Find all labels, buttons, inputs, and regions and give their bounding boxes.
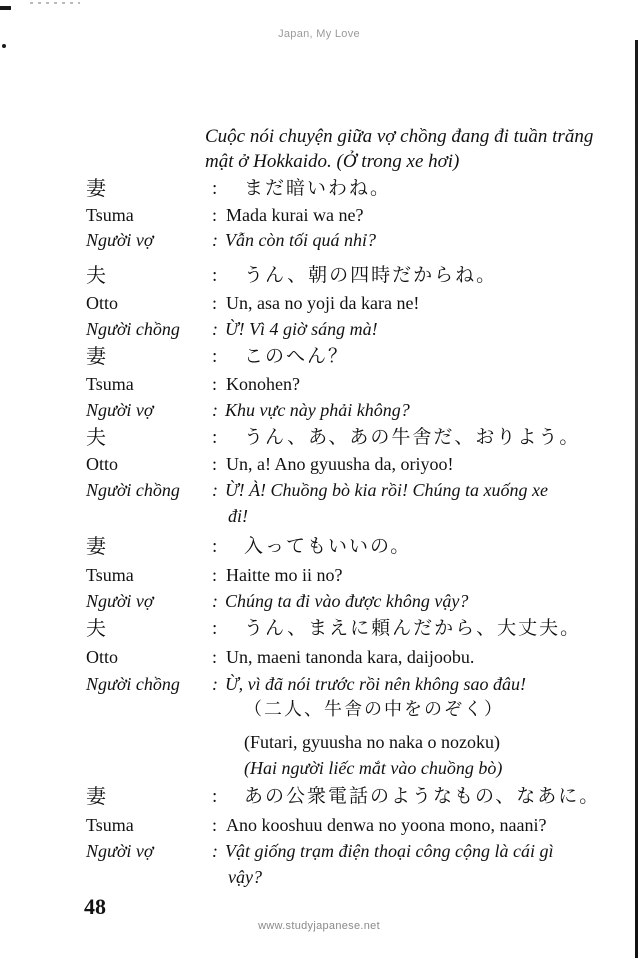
line-romaji: Ano kooshuu denwa no yoona mono, naani?: [226, 815, 547, 835]
line-romaji: Haitte mo ii no?: [226, 565, 343, 585]
line-vi: Ừ, vì đã nói trước rồi nên không sao đâu!: [225, 674, 526, 694]
line-vi: Vẫn còn tối quá nhỉ?: [225, 230, 376, 250]
speaker-ja: 夫: [86, 618, 108, 640]
line-ja: うん、朝の四時だからね。: [244, 265, 498, 286]
stage-note-romaji-text: (Futari, gyuusha no naka o nozoku): [244, 732, 500, 752]
line-ja: うん、あ、あの牛舎だ、おりよう。: [244, 427, 581, 448]
colon: :: [212, 815, 218, 835]
speaker-vi: Người vợ: [86, 230, 154, 250]
page-header: Japan, My Love: [278, 28, 360, 40]
speaker-romaji: Otto: [86, 454, 119, 474]
speaker-romaji: Tsuma: [86, 815, 134, 835]
line-vi: Vật giống trạm điện thoại công cộng là cái gì: [225, 841, 554, 861]
speaker-vi: Người vợ: [86, 591, 154, 611]
line-vi: Ừ! À! Chuồng bò kia rồi! Chúng ta xuống xe: [225, 480, 549, 500]
colon: :: [212, 400, 218, 420]
speaker-vi: Người vợ: [86, 400, 154, 420]
line-romaji: Un, a! Ano gyuusha da, oriyoo!: [226, 454, 454, 474]
line-vi: Khu vực này phải không?: [225, 400, 410, 420]
speaker-ja: 夫: [86, 427, 108, 449]
colon: :: [212, 786, 220, 807]
speaker-romaji: Tsuma: [86, 205, 134, 225]
speaker-ja: 妻: [86, 536, 108, 558]
colon: :: [212, 319, 218, 339]
scan-mark: [0, 6, 11, 10]
line-romaji: Mada kurai wa ne?: [226, 205, 364, 225]
line-vi-cont: vậy?: [228, 867, 262, 887]
line-romaji: Un, asa no yoji da kara ne!: [226, 293, 420, 313]
colon: :: [212, 205, 218, 225]
colon: :: [212, 374, 218, 394]
colon: :: [212, 841, 218, 861]
line-vi: Ừ! Vì 4 giờ sáng mà!: [225, 319, 378, 339]
page-footer: www.studyjapanese.net: [258, 920, 380, 932]
colon: :: [212, 178, 220, 199]
line-ja: あの公衆電話のようなもの、なあに。: [244, 786, 601, 807]
colon: :: [212, 293, 218, 313]
colon: :: [212, 265, 220, 286]
line-romaji: Konohen?: [226, 374, 300, 394]
colon: :: [212, 674, 218, 694]
line-vi-cont: đi!: [228, 506, 248, 526]
scan-speck: [2, 44, 6, 48]
speaker-romaji: Otto: [86, 647, 119, 667]
speaker-ja: 妻: [86, 346, 108, 368]
colon: :: [212, 230, 218, 250]
speaker-ja: 夫: [86, 265, 108, 287]
line-ja: まだ暗いわね。: [244, 178, 392, 199]
colon: :: [212, 454, 218, 474]
colon: :: [212, 480, 218, 500]
line-ja: このへん？: [244, 346, 350, 367]
speaker-vi: Người vợ: [86, 841, 154, 861]
colon: :: [212, 565, 218, 585]
stage-note-ja-text: （二人、牛舎の中をのぞく）: [244, 699, 504, 719]
speaker-vi: Người chồng: [86, 674, 180, 694]
scene-intro: Cuộc nói chuyện giữa vợ chồng đang đi tuần trăng mật ở Hokkaido. (Ở trong xe hơi): [205, 126, 594, 172]
speaker-romaji: Tsuma: [86, 565, 134, 585]
line-romaji: Un, maeni tanonda kara, daijoobu.: [226, 647, 475, 667]
line-ja: うん、まえに頼んだから、大丈夫。: [244, 618, 582, 639]
speaker-vi: Người chồng: [86, 480, 180, 500]
colon: :: [212, 618, 220, 639]
line-ja: 入ってもいいの。: [244, 536, 412, 557]
colon: :: [212, 647, 218, 667]
stage-note-vi-text: (Hai người liếc mắt vào chuồng bò): [244, 758, 503, 778]
speaker-vi: Người chồng: [86, 319, 180, 339]
scan-dots: [30, 2, 80, 4]
speaker-romaji: Tsuma: [86, 374, 134, 394]
colon: :: [212, 591, 218, 611]
colon: :: [212, 346, 220, 367]
speaker-romaji: Otto: [86, 293, 119, 313]
speaker-ja: 妻: [86, 786, 108, 808]
colon: :: [212, 536, 220, 557]
page-number: 48: [84, 894, 106, 919]
colon: :: [212, 427, 220, 448]
speaker-ja: 妻: [86, 178, 108, 200]
line-vi: Chúng ta đi vào được không vậy?: [225, 591, 469, 611]
